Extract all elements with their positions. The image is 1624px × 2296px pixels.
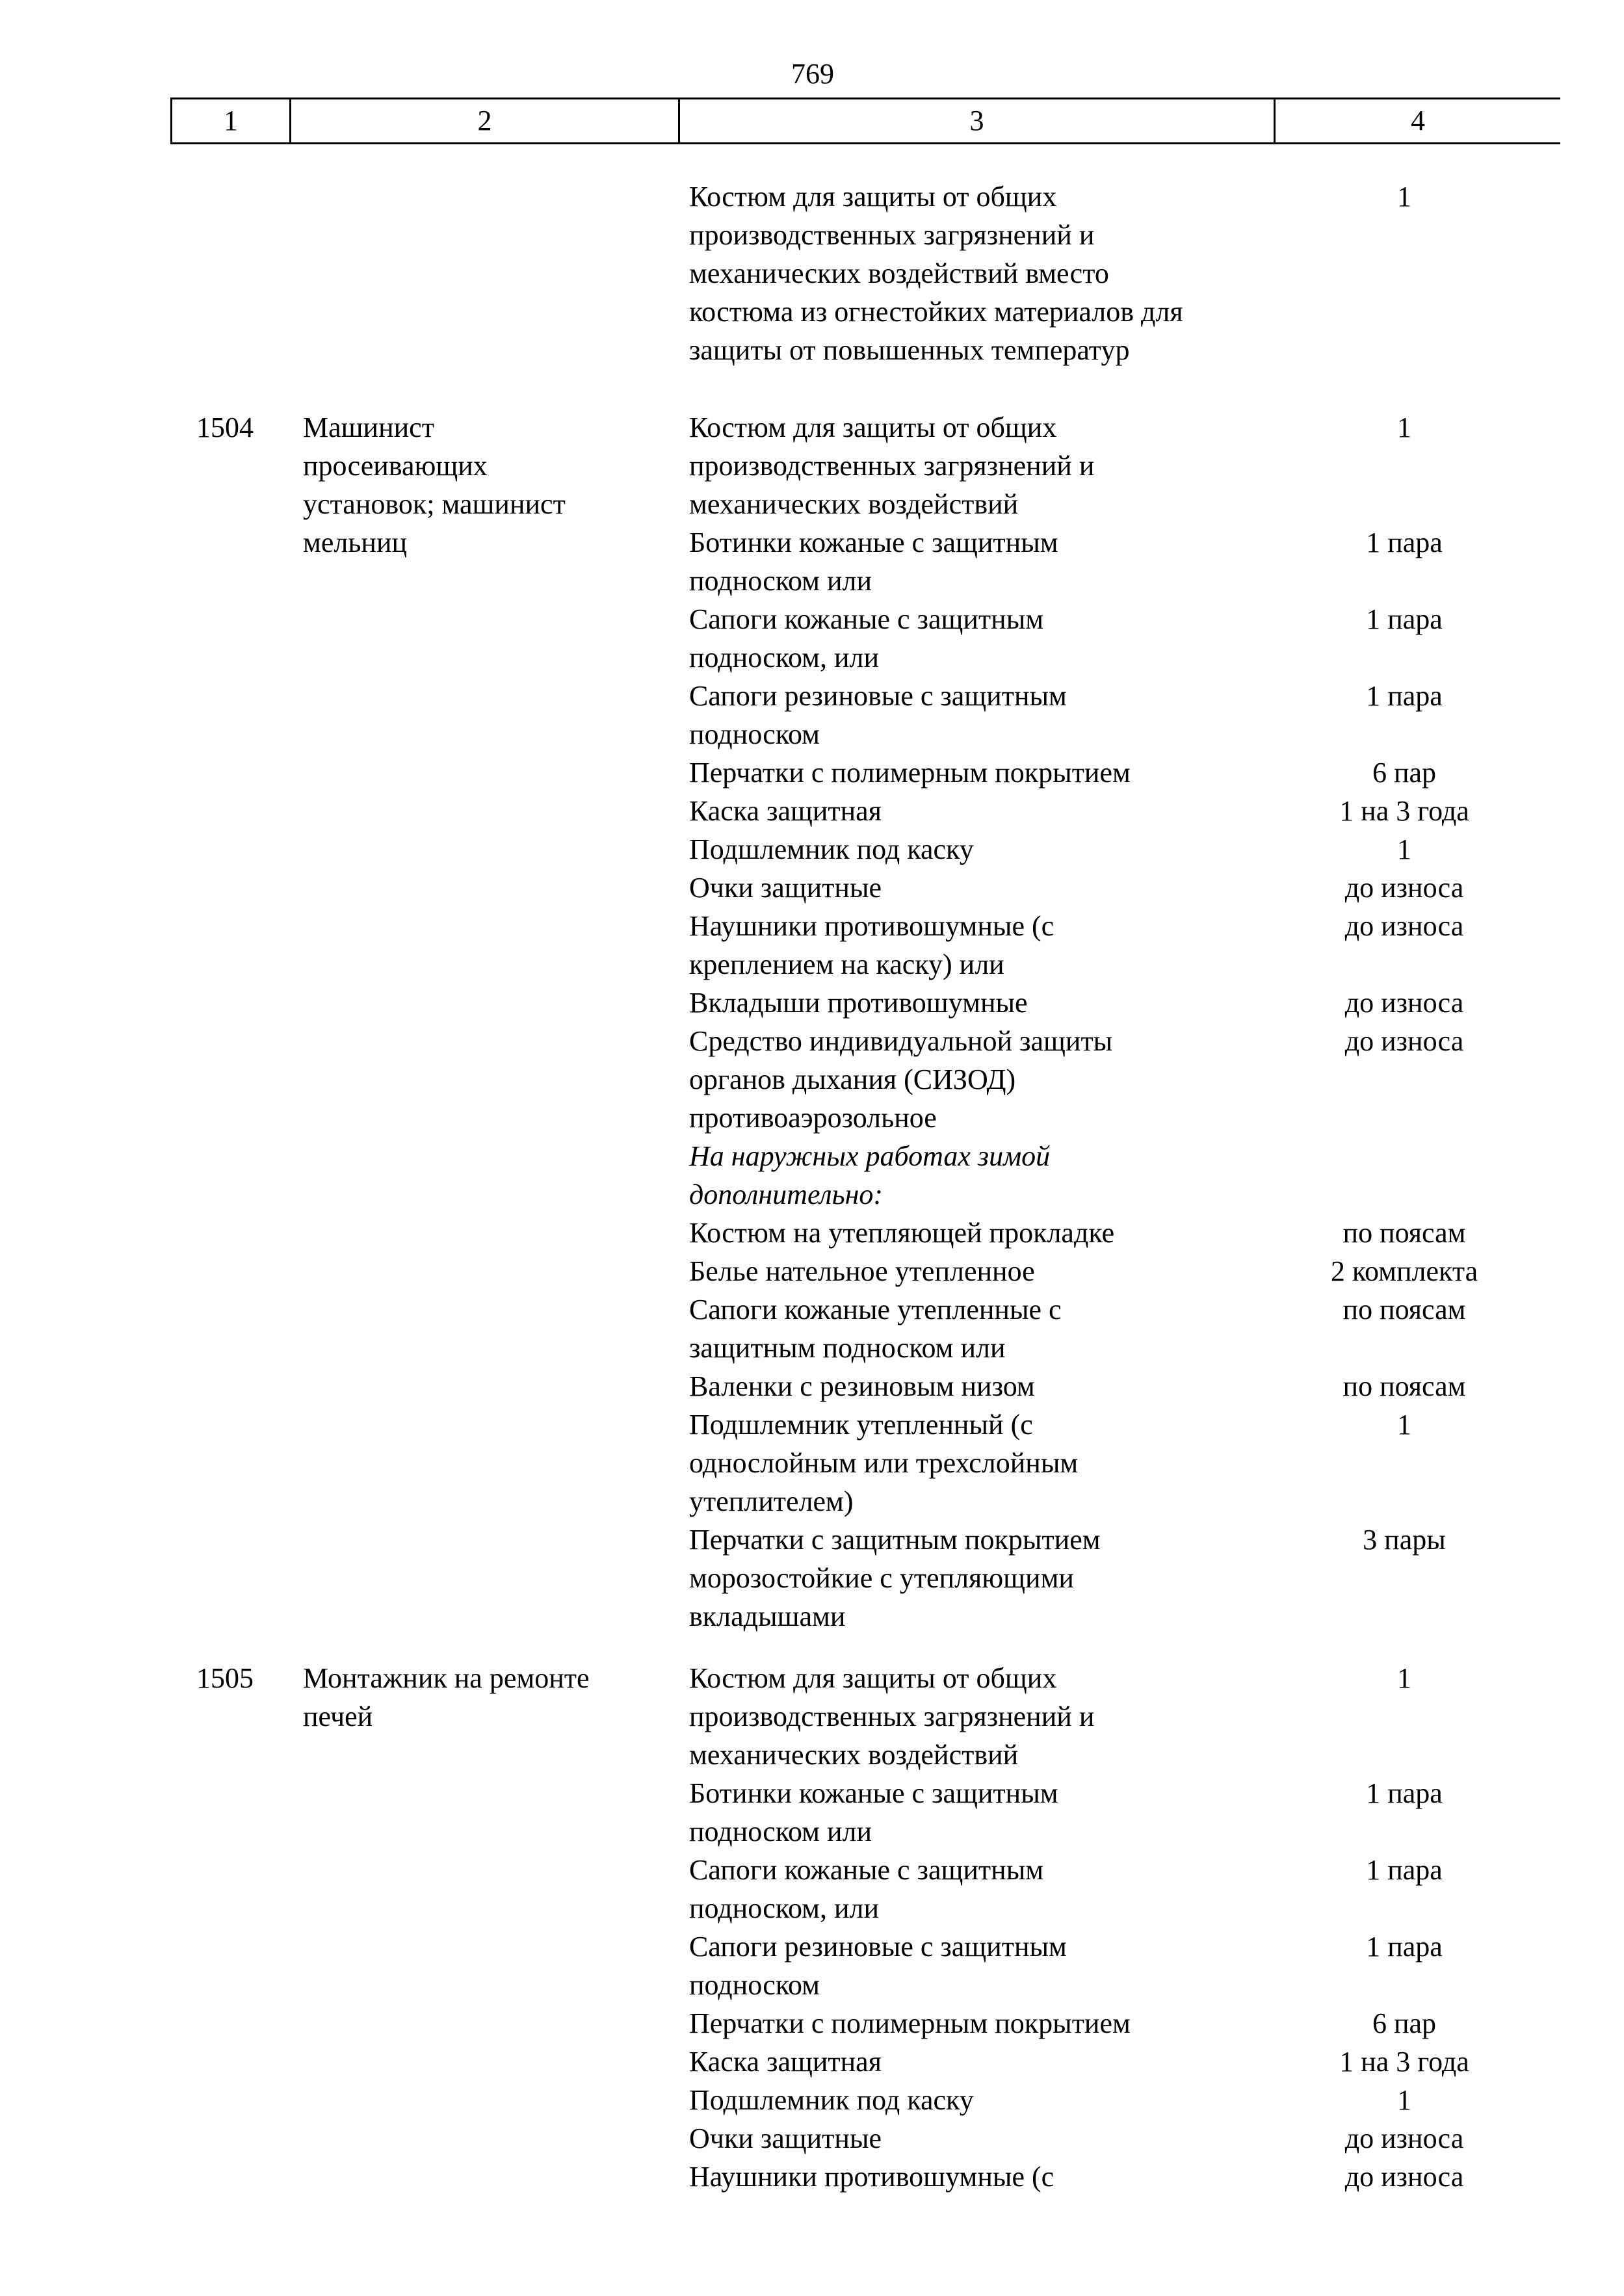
item-row	[689, 1214, 1599, 1252]
item-name: Перчатки с полимерным покрытием	[689, 2007, 1131, 2039]
section-items	[689, 408, 1599, 1636]
item-row	[689, 1367, 1599, 1405]
item-name: Костюм на утепляющей прокладке	[689, 1217, 1115, 1249]
item-quantity: до износа	[1344, 2122, 1464, 2154]
item-row	[689, 1022, 1599, 1137]
item-row	[689, 1252, 1599, 1290]
item-quantity: 1	[1397, 833, 1411, 865]
item-name: Костюм для защиты от общих производственных загрязнений и механических воздействий	[689, 411, 1095, 520]
item-row	[689, 792, 1599, 830]
column-header-3: 3	[680, 99, 1276, 142]
item-row	[689, 1405, 1599, 1520]
item-name: Средство индивидуальной защиты органов дыхания (СИЗОД) противоаэрозольное	[689, 1025, 1113, 1134]
item-name: Подшлемник под каску	[689, 833, 974, 865]
item-row	[689, 1290, 1599, 1367]
item-name: На наружных работах зимой дополнительно:	[689, 1140, 1051, 1210]
item-name: Сапоги резиновые с защитным подноском	[689, 680, 1067, 750]
item-quantity: 1 пара	[1366, 1854, 1443, 1886]
item-name: Очки защитные	[689, 2122, 882, 2154]
item-row	[689, 523, 1599, 600]
item-name: Вкладыши противошумные	[689, 987, 1028, 1019]
item-quantity: до износа	[1344, 987, 1464, 1019]
item-name: Сапоги кожаные с защитным подноском, или	[689, 603, 1044, 673]
item-row	[689, 2042, 1599, 2081]
item-row	[689, 2004, 1599, 2042]
item-name: Перчатки с полимерным покрытием	[689, 757, 1131, 789]
item-name: Очки защитные	[689, 872, 882, 904]
item-quantity: 1	[1397, 181, 1411, 213]
item-name: Валенки с резиновым низом	[689, 1370, 1035, 1402]
item-quantity: до износа	[1344, 872, 1464, 904]
item-quantity: 1 пара	[1366, 1931, 1443, 1963]
section-items	[689, 1659, 1599, 2196]
item-name: Ботинки кожаные с защитным подноском или	[689, 1777, 1058, 1847]
item-row	[689, 907, 1599, 984]
item-name: Сапоги кожаные с защитным подноском, или	[689, 1854, 1044, 1924]
page-number: 769	[791, 58, 834, 90]
item-row	[689, 2119, 1599, 2158]
item-name: Костюм для защиты от общих производственных загрязнений и механических воздействий вместо костюма из огнестойких материалов для защиты от повышенных температур	[689, 181, 1183, 366]
column-header-2: 2	[291, 99, 680, 142]
item-row	[689, 408, 1599, 523]
item-name: Костюм для защиты от общих производственных загрязнений и механических воздействий	[689, 1662, 1095, 1771]
item-quantity: 1	[1397, 411, 1411, 443]
item-row	[689, 1137, 1599, 1214]
item-quantity: 1 пара	[1366, 527, 1443, 558]
item-name: Сапоги кожаные утепленные с защитным подноском или	[689, 1294, 1062, 1364]
item-quantity: по поясам	[1342, 1294, 1466, 1325]
item-quantity: по поясам	[1342, 1370, 1466, 1402]
item-quantity: 1	[1397, 2084, 1411, 2116]
item-name: Подшлемник под каску	[689, 2084, 974, 2116]
section-number: 1504	[196, 411, 254, 443]
item-quantity: 2 комплекта	[1330, 1255, 1478, 1287]
section-items	[689, 177, 1599, 369]
item-name: Белье нательное утепленное	[689, 1255, 1035, 1287]
item-name: Сапоги резиновые с защитным подноском	[689, 1931, 1067, 2001]
item-row	[689, 1927, 1599, 2004]
item-quantity: до износа	[1344, 2161, 1464, 2193]
item-row	[689, 600, 1599, 677]
item-name: Подшлемник утепленный (с однослойным или трехслойным утеплителем)	[689, 1409, 1079, 1517]
item-quantity: 1 пара	[1366, 1777, 1443, 1809]
item-row	[689, 177, 1599, 369]
item-row	[689, 1659, 1599, 1774]
item-row	[689, 1851, 1599, 1927]
item-row	[689, 1774, 1599, 1851]
item-quantity: 1 на 3 года	[1339, 795, 1469, 827]
item-quantity: 3 пары	[1363, 1524, 1446, 1556]
section-occupation: Монтажник на ремонте печей	[303, 1662, 590, 1732]
item-name: Наушники противошумные (с креплением на каску) или	[689, 910, 1054, 980]
item-quantity: 1 пара	[1366, 680, 1443, 712]
item-quantity: до износа	[1344, 910, 1464, 942]
item-row	[689, 2158, 1599, 2196]
item-quantity: до износа	[1344, 1025, 1464, 1057]
item-row	[689, 753, 1599, 792]
item-row	[689, 830, 1599, 868]
item-quantity: 6 пар	[1372, 2007, 1437, 2039]
item-name: Ботинки кожаные с защитным подноском или	[689, 527, 1058, 597]
section-occupation: Машинист просеивающих установок; машинист мельниц	[303, 411, 566, 558]
item-quantity: 1	[1397, 1409, 1411, 1441]
column-header-4: 4	[1411, 105, 1425, 137]
column-header-1: 1	[170, 99, 291, 142]
item-row	[689, 868, 1599, 907]
item-name: Каска защитная	[689, 2046, 882, 2078]
section-number: 1505	[196, 1662, 254, 1694]
table-header-row	[170, 98, 1560, 144]
item-row	[689, 677, 1599, 753]
item-quantity: 1 пара	[1366, 603, 1443, 635]
item-quantity: 6 пар	[1372, 757, 1437, 789]
item-row	[689, 984, 1599, 1022]
item-quantity: 1	[1397, 1662, 1411, 1694]
item-name: Наушники противошумные (с	[689, 2161, 1054, 2193]
item-name: Перчатки с защитным покрытием морозостойкие с утепляющими вкладышами	[689, 1524, 1101, 1632]
item-row	[689, 2081, 1599, 2119]
item-name: Каска защитная	[689, 795, 882, 827]
item-quantity: по поясам	[1342, 1217, 1466, 1249]
item-row	[689, 1520, 1599, 1636]
item-quantity: 1 на 3 года	[1339, 2046, 1469, 2078]
